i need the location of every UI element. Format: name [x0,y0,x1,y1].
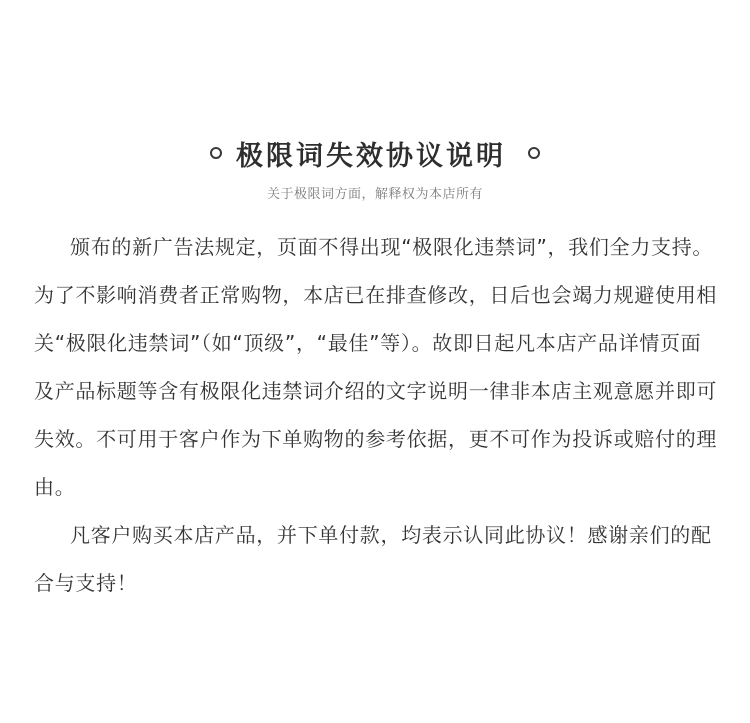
text-line: 为了不影响消费者正常购物，本店已在排查修改，日后也会竭力规避使用相 [34,283,718,307]
text-line: 失效。不可用于客户作为下单购物的参考依据，更不可作为投诉或赔付的理 [34,427,718,451]
paragraph-2 [34,511,734,607]
text-line: 合与支持！ [34,571,138,595]
circle-ornament-right-icon [528,147,540,159]
paragraph-1 [34,223,734,511]
text-line: 凡客户购买本店产品，并下单付款，均表示认同此协议！感谢亲们的配 [70,523,712,547]
page-title: 极限词失效协议说明 [236,140,506,172]
text-line: 关“极限化违禁词”（如“顶级”，“最佳”等）。故即日起凡本店产品详情页面 [34,331,702,355]
page-subtitle: 关于极限词方面，解释权为本店所有 [266,187,483,202]
text-line: 由。 [34,475,76,499]
circle-ornament-left-icon [210,147,222,159]
text-line: 及产品标题等含有极限化违禁词介绍的文字说明一律非本店主观意愿并即可 [34,379,718,403]
text-line: 颁布的新广告法规定，页面不得出现“极限化违禁词”，我们全力支持。 [70,235,714,259]
agreement-body [34,223,734,607]
title-row [0,132,750,174]
